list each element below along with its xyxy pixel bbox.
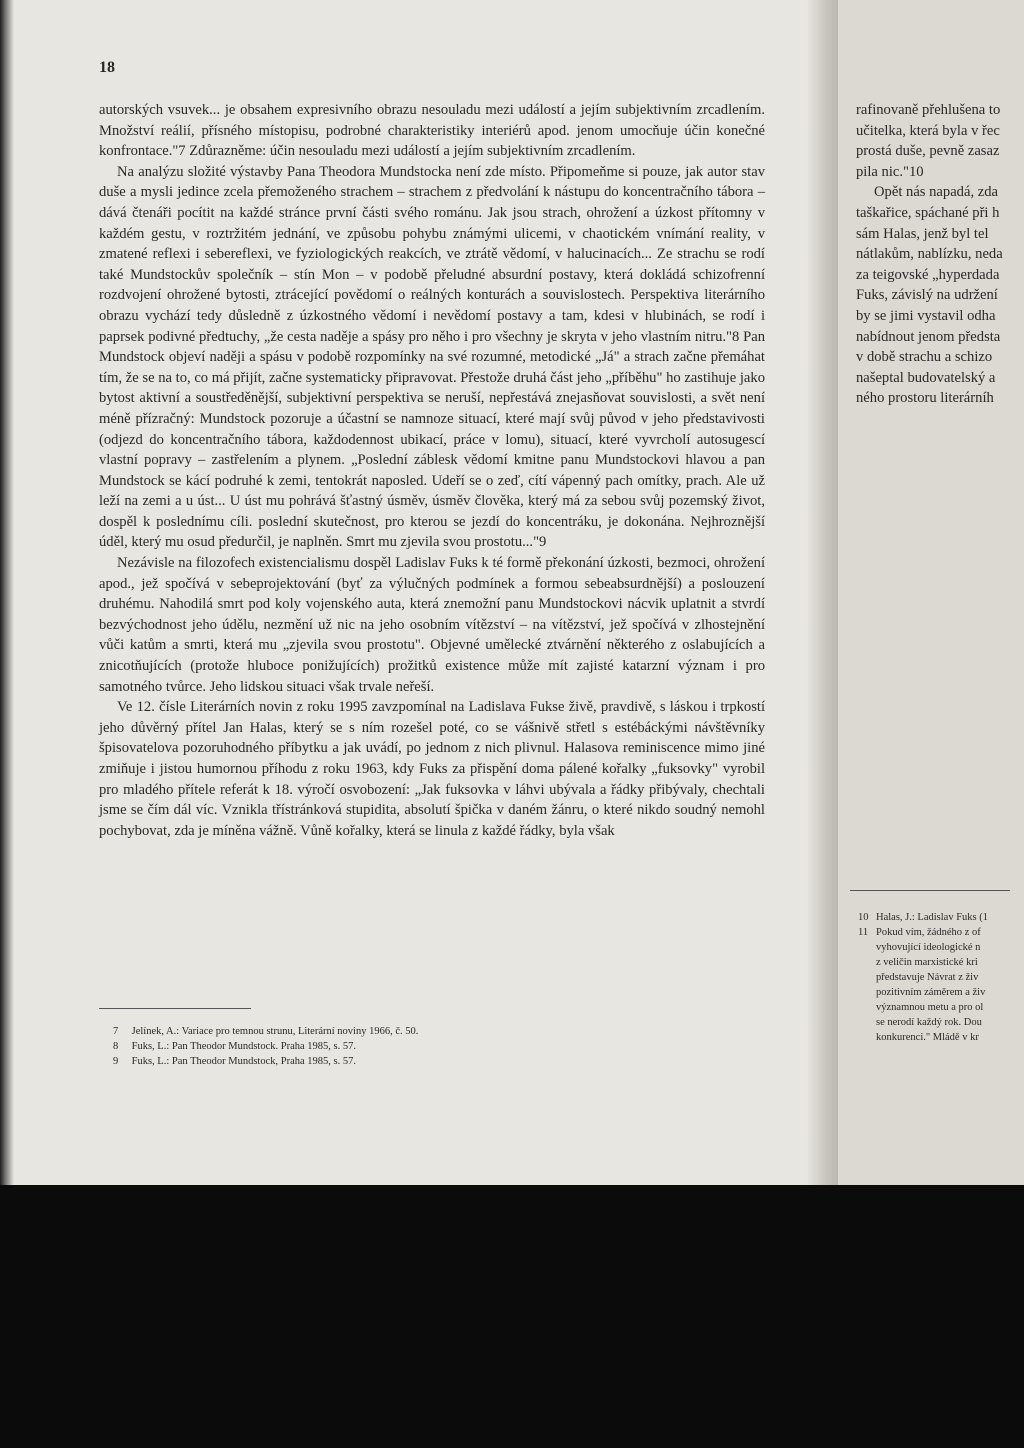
footnote-text: Halas, J.: Ladislav Fuks (1 bbox=[876, 912, 988, 923]
footnote bbox=[113, 1024, 613, 1039]
right-page-text bbox=[856, 100, 1024, 409]
footnote bbox=[858, 910, 1024, 925]
footnote-line: vyhovující ideologické n bbox=[876, 942, 981, 953]
footnote-line: pozitivním záměrem a živ bbox=[876, 987, 986, 998]
text-line: za teigovské „hyperdada bbox=[856, 266, 1000, 283]
footnote-number: 10 bbox=[858, 912, 869, 923]
paragraph: Na analýzu složité výstavby Pana Theodora Mundstocka není zde místo. Připomeňme si pouze, jak autor stav duše a mysli jedince zcela přemoženého strachem – strachem z předvolání k nástupu do koncentračního tábora – dává čtenáři pocítit na každé stránce první části svého románu. Jak jsou strach, ohrožení a úzkost přítomny v každém gestu, v roztržitém jednání, ve způsobu pohybu známými ulicemi, v chaotickém vnímání reality, v zmatené reflexi i sebereflexi, ve fyziologických reakcích, ve ztrátě vědomí, v halucinacích... Ze strachu se rodí také Mundstockův společník – stín Mon – v podobě přeludné absurdní postavy, která dokládá schizofrenní rozdvojení ohrožené bytosti, ztrácející povědomí o reálných konturách a souvislostech. Perspektiva literárního obrazu vychází tedy důsledně z úzkostného vědomí i nevědomí postavy a tam, kdesi v hlubinách, se rodí i paprsek podivné předtuchy, „že cesta naděje a spásy pro něho i pro všechny je skryta v jeho vlastním nitru."8 Pan Mundstock objeví naději a spásu v podobě rozpomínky na své rozumné, metodické „Já" a strach začne přemáhat tím, že se na to, co má přijít, začne systematicky připravovat. Přestože druhá část jeho „příběhu" ho zastihuje jako bytost aktivní a soustředěnější, subjektivní perspektiva se neruší, nepřestává znejasňovat souvislosti, a svět není méně přízračný: Mundstock pozoruje a účastní se namnoze situací, které mají svůj původ v jeho představivosti (odjezd do koncentračního tábora, každodennost ubikací, práce v lomu), situací, které vyvrcholí autosugescí vlastní popravy – zastřelením a plynem. „Poslední záblesk vědomí kmitne panu Mundstockovi hlavou a pan Mundstock se kácí podruhé k zemi, tentokrát naposled. Udeří se o zeď, cítí vápenný pach omítky, prach. Ale už leží na zemi a u úst... U úst mu pohrává šťastný úsměv, úsměv člověka, který má za sebou svůj pozemský život, dospěl k poslednímu cíli. poslední skutečnost, pro kterou se jezdí do koncentráku, je dokonána. Nejhroznější úděl, který mu osud předurčil, je naplněn. Smrt mu zjevila svou prostotu..."9 bbox=[99, 163, 765, 551]
footnote bbox=[113, 1039, 613, 1054]
footnote-text: Pokud vím, žádného z of bbox=[876, 927, 981, 938]
footnote bbox=[858, 925, 1024, 940]
text-line: pila nic."10 bbox=[856, 163, 924, 180]
text-line: nátlakům, nablízku, neda bbox=[856, 246, 1003, 263]
paragraph: autorských vsuvek... je obsahem expresivního obrazu nesouladu mezi událostí a jejím subjektivním zrcadlením. Množství reálií, přísného místopisu, podrobné charakteristiky interiérů apod. jenom umocňuje účin konečné konfrontace."7 Zdůrazněme: účin nesouladu mezi událostí a jejím subjektivním zrcadlením. bbox=[99, 102, 765, 160]
book-gutter bbox=[806, 0, 842, 1185]
text-line: v době strachu a schizo bbox=[856, 349, 993, 366]
text-line: taškařice, spáchané při h bbox=[856, 204, 1000, 221]
text-line: nabídnout jenom předsta bbox=[856, 328, 1001, 345]
footnote-line: z veličin marxistické kri bbox=[876, 957, 978, 968]
footnote-text: Jelínek, A.: Variace pro temnou strunu, Literární noviny 1966, č. 50. bbox=[131, 1026, 419, 1037]
text-line: sám Halas, jenž byl tel bbox=[856, 225, 989, 242]
paragraph: Nezávisle na filozofech existencialismu dospěl Ladislav Fuks k té formě překonání úzkosti, bezmoci, ohrožení apod., jež spočívá v sebeprojektování (byť za výlučných podmínek a formou sebeabsurdnější) a poslouzení druhému. Nahodilá smrt pod koly vojenského auta, která znemožní panu Mundstockovi nácvik uplatnit a stvrdí bezvýchodnost jeho údělu, nezmění už nic na jeho osobním vítězství – na vítězství, jež spočívá v zlhostejnění vůči katům a smrti, která mu „zjevila svou prostotu". Objevné umělecké ztvárnění některého z oslabujících a znicotňujících (protože hluboce ponižujících) prožitků existence může mít zajisté katarzní význam i pro samotného tvůrce. Jeho lidskou situaci však trvale neřeší. bbox=[99, 555, 765, 695]
text-line: prostá duše, pevně zasaz bbox=[856, 143, 1000, 160]
body-text bbox=[99, 100, 765, 841]
footnote-line: představuje Návrat z živ bbox=[876, 972, 979, 983]
page-number: 18 bbox=[99, 59, 115, 76]
footnote-text: Fuks, L.: Pan Theodor Mundstock. Praha 1985, s. 57. bbox=[131, 1041, 357, 1052]
text-line: našeptal budovatelský a bbox=[856, 369, 996, 386]
footnote bbox=[113, 1054, 613, 1069]
page-edge-shadow bbox=[0, 0, 14, 1185]
footnote-line: konkurenci." Mládě v kr bbox=[876, 1032, 979, 1043]
text-line: ného prostoru literárníh bbox=[856, 390, 994, 407]
text-line: by se jimi vystavil odha bbox=[856, 307, 996, 324]
footnote-number: 11 bbox=[858, 927, 869, 938]
footnote-text: Fuks, L.: Pan Theodor Mundstock, Praha 1985, s. 57. bbox=[131, 1056, 357, 1067]
text-line: Opět nás napadá, zda bbox=[874, 184, 998, 201]
footnote-line: významnou metu a pro ol bbox=[876, 1002, 984, 1013]
footnotes bbox=[113, 1024, 613, 1069]
footnote-number: 7 bbox=[113, 1026, 119, 1037]
footnote-line: se nerodí každý rok. Dou bbox=[876, 1017, 982, 1028]
text-line: Fuks, závislý na udržení bbox=[856, 287, 998, 304]
scan-background bbox=[0, 1185, 1024, 1448]
footnote-rule bbox=[99, 1008, 251, 1009]
text-line: rafinovaně přehlušena to bbox=[856, 102, 1001, 118]
text-line: učitelka, která byla v řec bbox=[856, 122, 1000, 139]
footnote-number: 9 bbox=[113, 1056, 119, 1067]
right-footnotes bbox=[858, 910, 1024, 1045]
right-footnote-rule bbox=[850, 890, 1010, 891]
footnote-number: 8 bbox=[113, 1041, 119, 1052]
paragraph: Ve 12. čísle Literárních novin z roku 1995 zavzpomínal na Ladislava Fukse živě, pravdivě, s láskou i trpkostí jeho důvěrný přítel Jan Halas, který se s ním rozešel poté, co se vášnivě střetl s estébáckými návštěvníky špisovatelova pozoruhodného příbytku a jak uvádí, po jednom z nich plivnul. Halasova reminiscence mimo jiné zmiňuje i jistou humornou příhodu z roku 1963, kdy Fuks za přispění doma pálené kořalky „fuksovky" vyrobil pro mladého přítele referát k 18. výročí osvobození: „Jak fuksovka v láhvi ubývala a řádky přibývaly, chechtali jsme se čím dál víc. Vznikla třístránková stupidita, absolutí špička v daném žánru, o které nikdo soudný nemohl pochybovat, zda je míněna vážně. Vůně kořalky, která se linula z každé řádky, byla však bbox=[99, 699, 765, 839]
